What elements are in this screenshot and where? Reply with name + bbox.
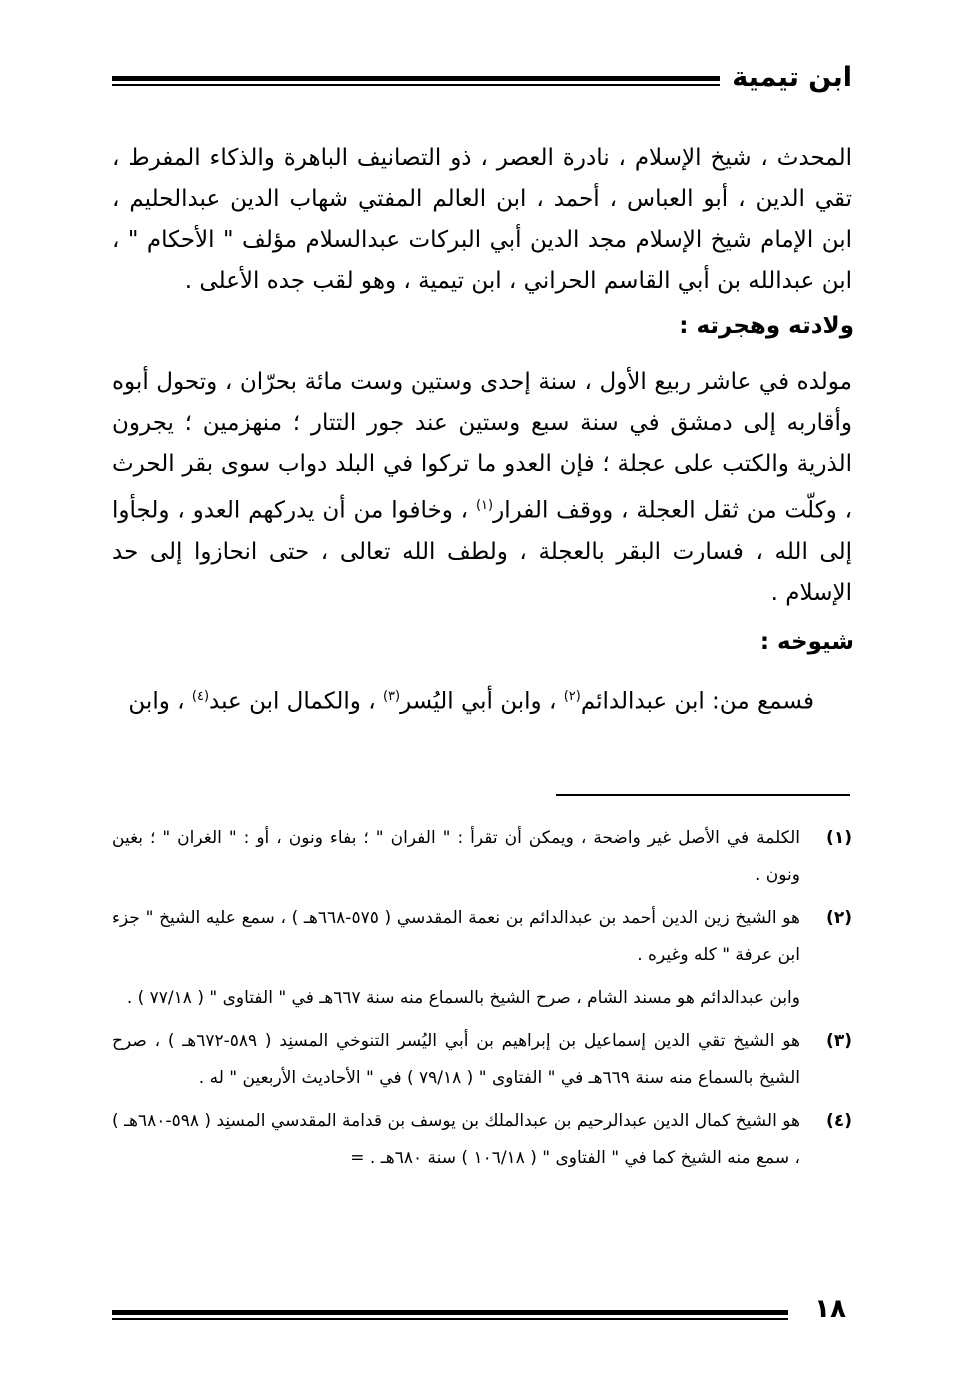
footnote-text: الكلمة في الأصل غير واضحة ، ويمكن أن تقرأ : " الفران " ؛ بفاء ونون ، أو : " الغران " ؛ بغين ونون . — [112, 828, 800, 885]
teachers-text-2: ، وابن أبي اليُسر — [400, 688, 564, 715]
running-title: ابن تيمية — [732, 62, 852, 93]
teachers-paragraph — [114, 676, 814, 723]
header-rule — [112, 76, 720, 81]
footnote-2-continuation: وابن عبدالدائم هو مسند الشام ، صرح الشيخ بالسماع منه سنة ٦٦٧هـ في " الفتاوى " ( ٧٧/١٨ ) . — [126, 988, 800, 1008]
footnotes — [112, 820, 852, 1183]
page-footer — [112, 1294, 852, 1328]
birth-paragraph — [112, 362, 852, 614]
page-header — [112, 60, 852, 96]
footnote-2 — [112, 900, 852, 974]
footnote-number: (١) — [826, 828, 852, 848]
footnote-separator — [556, 794, 850, 796]
footnote-mark-4[interactable]: (٤) — [191, 689, 210, 704]
intro-paragraph: المحدث ، شيخ الإسلام ، نادرة العصر ، ذو التصانيف الباهرة والذكاء المفرط ، تقي الدين ، أبو العباس ، أحمد ، ابن العالم المفتي شهاب الدين عبدالحليم ، ابن الإمام شيخ الإسلام مجد الدين أبي البركات عبدالسلام مؤلف " الأحكام " ، ابن عبدالله بن أبي القاسم الحراني ، ابن تيمية ، وهو لقب جده الأعلى . — [112, 145, 852, 294]
footnote-mark-3[interactable]: (٣) — [382, 689, 401, 704]
footnote-4 — [112, 1103, 852, 1177]
teachers-heading: شيوخه : — [759, 629, 854, 655]
footnote-text: هو الشيخ زين الدين أحمد بن عبدالدائم بن نعمة المقدسي ( ٥٧٥-٦٦٨هـ ) ، سمع عليه الشيخ " جزء ابن عرفة " كله وغيره . — [112, 908, 800, 965]
footnote-text: هو الشيخ كمال الدين عبدالرحيم بن عبدالملك بن يوسف بن قدامة المقدسي المسنِد ( ٥٩٨-٦٨٠هـ ) ، سمع منه الشيخ كما في " الفتاوى " ( ١٠٦/١٨ ) سنة ٦٨٠هـ . = — [112, 1111, 800, 1168]
birth-text-after: ، وخافوا من أن يدركهم العدو ، ولجأوا إلى الله ، فسارت البقر بالعجلة ، ولطف الله تعالى ، حتى انحازوا إلى حد الإسلام . — [112, 497, 852, 606]
footnote-text: هو الشيخ تقي الدين إسماعيل بن إبراهيم بن أبي اليُسر التنوخي المسنِد ( ٥٨٩-٦٧٢هـ ) ، صرح الشيخ بالسماع منه سنة ٦٦٩هـ في " الفتاوى " ( ٧٩/١٨ ) في " الأحاديث الأربعين " له . — [112, 1031, 800, 1088]
birth-heading: ولادته وهجرته : — [679, 313, 854, 339]
footnote-number: (٣) — [826, 1031, 852, 1051]
teachers-text-3: ، والكمال ابن عبد — [209, 688, 383, 715]
footnote-1 — [112, 820, 852, 894]
footnote-number: (٢) — [826, 908, 852, 928]
header-rule-thin — [112, 84, 720, 86]
footer-rule-thin — [112, 1318, 788, 1320]
teachers-text-4: ، وابن — [128, 688, 192, 715]
page-number: ١٨ — [814, 1294, 846, 1324]
footnote-mark-2[interactable]: (٢) — [563, 689, 581, 704]
footnote-number: (٤) — [826, 1111, 852, 1131]
footnote-3 — [112, 1023, 852, 1097]
teachers-text-1: فسمع من: ابن عبدالدائم — [580, 688, 814, 715]
birth-text: مولده في عاشر ربيع الأول ، سنة إحدى وستين وست مائة بحرّان ، وتحول أبوه وأقاربه إلى دمشق في سنة سبع وستين عند جور التتار ؛ منهزمين ؛ يجرون الذرية والكتب على عجلة ؛ فإن العدو ما تركوا في البلد دواب سوى بقر الحرث ، وكلّت من ثقل العجلة ، ووقف الفرار — [112, 369, 852, 524]
footer-rule — [112, 1310, 788, 1315]
footnote-mark-1[interactable]: (١) — [475, 498, 494, 513]
